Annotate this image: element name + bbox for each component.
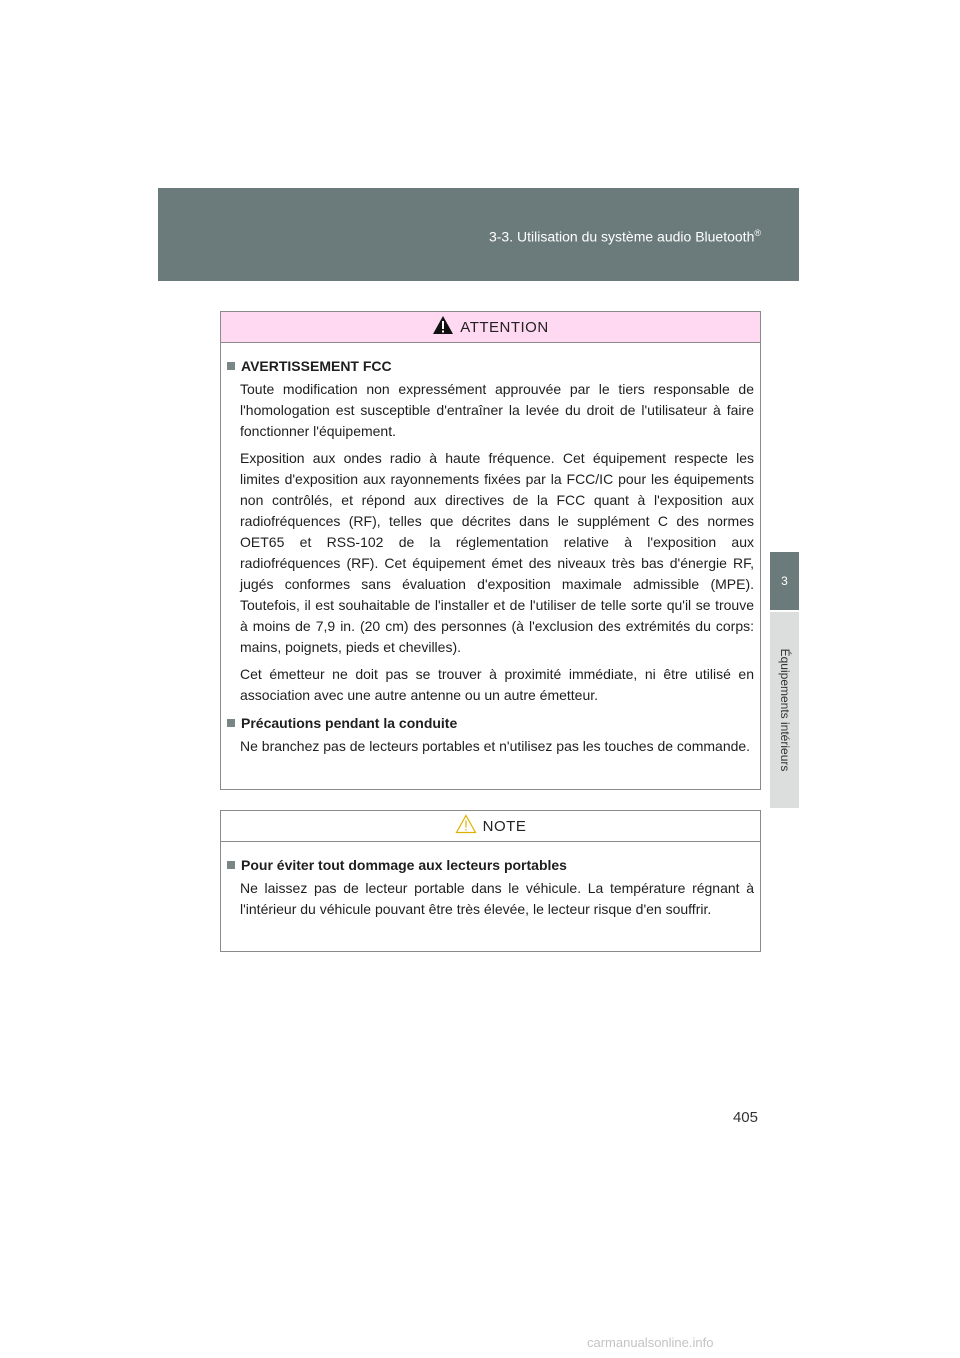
page-number: 405 — [732, 1109, 758, 1126]
heading-text: Précautions pendant la conduite — [241, 715, 458, 731]
paragraph: Toute modification non expressément approuvée par le tiers responsable de l'homologation est susceptible d'entraîner la levée du droit de l'utilisateur à faire fonctionner l'équipement. — [240, 381, 754, 439]
square-bullet-icon — [227, 719, 235, 727]
registered-mark: ® — [754, 228, 761, 238]
attention-header — [221, 312, 760, 343]
chapter-number: 3 — [781, 574, 788, 588]
paragraph: Ne branchez pas de lecteurs portables et n'utilisez pas les touches de commande. — [240, 738, 751, 754]
note-body — [221, 842, 760, 920]
header-band — [158, 188, 799, 281]
attention-title: ATTENTION — [460, 318, 549, 336]
chapter-number-tab — [770, 552, 799, 610]
note-box — [220, 810, 761, 952]
attention-heading-driving — [227, 712, 754, 734]
heading-text: Pour éviter tout dommage aux lecteurs portables — [241, 857, 567, 873]
attention-heading-fcc — [227, 355, 754, 377]
paragraph: Cet émetteur ne doit pas se trouver à proximité immédiate, ni être utilisé en association avec une autre antenne ou un autre émetteur. — [240, 666, 754, 703]
attention-body — [221, 343, 760, 757]
paragraph: Exposition aux ondes radio à haute fréquence. Cet équipement respecte les limites d'exposition aux rayonnements fixées par la FCC/IC pour les équipements non contrôlés, et répond aux directives de la FCC quant à l'exposition aux radiofréquences (RF), telles que décrites dans le supplément C des normes OET65 et RSS-102 de la réglementation relative à l'exposition aux radiofréquences (RF). Cet équipement émet des niveaux très bas d'énergie RF, jugés conformes sans évaluation d'exposition maximale admissible (MPE). Toutefois, il est souhaitable de l'installer et de l'utiliser de telle sorte qu'il se trouve à moins de 7,9 in. (20 cm) des personnes (à l'exclusion des extrémités du corps: mains, poignets, pieds et chevilles). — [240, 450, 754, 655]
chapter-label-tab — [770, 612, 799, 808]
attention-box — [220, 311, 761, 790]
section-title — [489, 228, 761, 245]
watermark: carmanualsonline.info — [587, 1335, 714, 1350]
square-bullet-icon — [227, 362, 235, 370]
square-bullet-icon — [227, 861, 235, 869]
paragraph: Ne laissez pas de lecteur portable dans le véhicule. La température régnant à l'intérieur du véhicule pouvant être très élevée, le lecteur risque d'en souffrir. — [240, 880, 754, 917]
note-header — [221, 811, 760, 842]
note-heading — [227, 854, 754, 876]
chapter-label: Équipements intérieurs — [777, 648, 792, 772]
caution-outline-icon — [455, 814, 477, 834]
section-title-text: 3-3. Utilisation du système audio Bluetooth — [488, 228, 755, 245]
heading-text: AVERTISSEMENT FCC — [241, 358, 392, 374]
warning-triangle-icon — [432, 315, 454, 335]
note-title: NOTE — [482, 817, 527, 835]
